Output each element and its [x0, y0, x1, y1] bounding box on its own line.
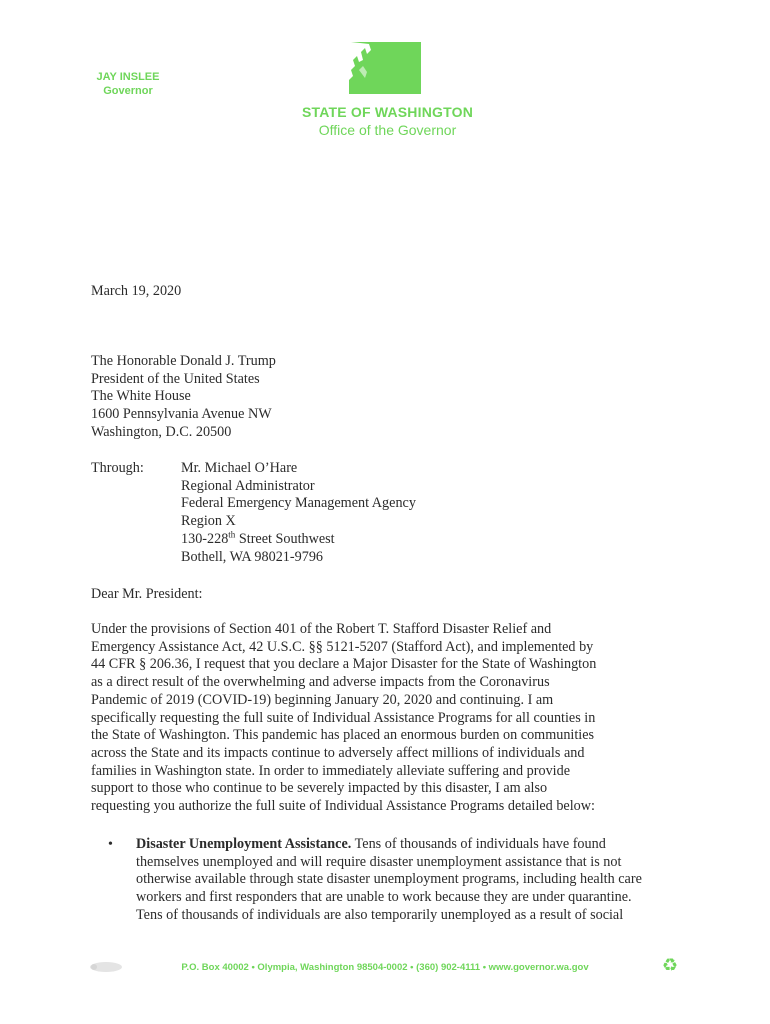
- bullet-first-line: [136, 836, 642, 854]
- body-line: specifically requesting the full suite of Individual Assistance Programs for all counties in: [91, 709, 596, 726]
- bullet-first-text: Tens of thousands of individuals have found: [351, 836, 606, 852]
- recipient-line: President of the United States: [91, 370, 260, 387]
- through-label: Through:: [91, 460, 144, 476]
- footer-address: P.O. Box 40002 • Olympia, Washington 98504-0002 • (360) 902-4111 • www.governor.wa.gov: [181, 962, 589, 973]
- salutation: Dear Mr. President:: [91, 586, 203, 602]
- street-name: Street Southwest: [235, 530, 335, 547]
- bullet-item-disaster-unemployment: [136, 836, 642, 925]
- bullet-line: themselves unemployed and will require disaster unemployment assistance that is not: [136, 853, 622, 870]
- body-line: Pandemic of 2019 (COVID-19) beginning January 20, 2020 and continuing. I am: [91, 691, 554, 708]
- bullet-line: workers and first responders that are unable to work because they are under quarantine.: [136, 889, 632, 906]
- body-line: support to those who continue to be severely impacted by this disaster, I am also: [91, 780, 548, 797]
- street-number: 130-228: [181, 530, 229, 547]
- bullet-icon: •: [108, 837, 113, 852]
- recipient-line: 1600 Pennsylvania Avenue NW: [91, 406, 272, 423]
- office-title: Office of the Governor: [318, 122, 457, 138]
- governor-title: Governor: [103, 85, 153, 97]
- through-address: [181, 460, 416, 566]
- through-line: Federal Emergency Management Agency: [181, 495, 416, 512]
- body-line: the State of Washington. This pandemic has placed an enormous burden on communities: [91, 727, 595, 744]
- state-seal-icon: [88, 960, 124, 974]
- recipient-line: The White House: [91, 388, 191, 405]
- body-line: Under the provisions of Section 401 of the Robert T. Stafford Disaster Relief and: [91, 621, 552, 637]
- through-city-line: Bothell, WA 98021-9796: [181, 548, 324, 565]
- body-paragraph: [91, 621, 596, 816]
- through-line: Region X: [181, 513, 236, 530]
- body-line: 44 CFR § 206.36, I request that you declare a Major Disaster for the State of Washington: [91, 656, 597, 673]
- washington-state-map-icon: [345, 40, 425, 96]
- governor-block: [88, 70, 168, 98]
- street-ordinal: th: [228, 529, 236, 540]
- through-line: Mr. Michael O’Hare: [181, 460, 298, 476]
- body-line: Emergency Assistance Act, 42 U.S.C. §§ 5121-5207 (Stafford Act), and implemented by: [91, 638, 594, 655]
- recipient-line: Washington, D.C. 20500: [91, 423, 232, 440]
- recipient-address: [91, 353, 276, 442]
- body-line: requesting you authorize the full suite of Individual Assistance Programs detailed below:: [91, 798, 595, 815]
- through-line: Regional Administrator: [181, 477, 315, 494]
- letter-date: March 19, 2020: [91, 283, 182, 299]
- recipient-line: The Honorable Donald J. Trump: [91, 353, 276, 369]
- bullet-heading: Disaster Unemployment Assistance.: [136, 836, 352, 852]
- body-line: families in Washington state. In order to immediately alleviate suffering and provide: [91, 762, 570, 779]
- bullet-line: otherwise available through state disaster unemployment programs, including health care: [136, 871, 642, 888]
- bullet-line: Tens of thousands of individuals are also temporarily unemployed as a result of social: [136, 906, 624, 923]
- state-title: STATE OF WASHINGTON: [301, 104, 474, 120]
- body-line: across the State and its impacts continue to adversely affect millions of individuals and: [91, 744, 585, 761]
- body-line: as a direct result of the overwhelming and adverse impacts from the Coronavirus: [91, 674, 550, 691]
- recycle-icon: ♻: [662, 955, 679, 976]
- through-street-line: [181, 531, 416, 549]
- governor-name: JAY INSLEE: [96, 71, 160, 83]
